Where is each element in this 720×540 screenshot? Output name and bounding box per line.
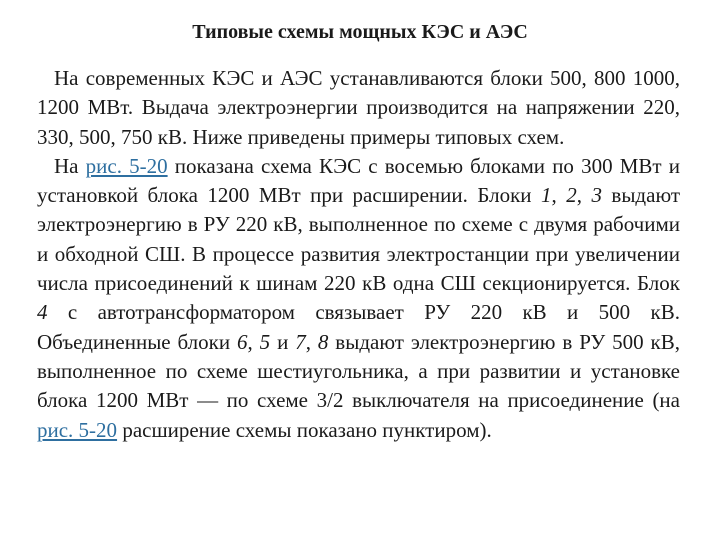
block-number-4: 4 [37, 300, 48, 325]
block-number-2: 2 [566, 183, 577, 208]
text-fragment: с автотрансформатором связывает РУ 220 кВ и 500 кВ. Объединенные блоки [37, 300, 680, 354]
page-title: Типовые схемы мощных КЭС и АЭС [192, 21, 528, 43]
text-fragment: , [305, 329, 318, 354]
text-fragment: и [270, 329, 296, 354]
figure-link-5-20[interactable]: рис. 5-20 [85, 153, 168, 178]
block-number-5: 5 [259, 329, 271, 354]
figure-link-5-20-second[interactable]: рис. 5-20 [37, 417, 118, 442]
paragraph-description [37, 152, 680, 445]
body-text [37, 64, 680, 445]
paragraph-intro: На современных КЭС и АЭС устанавливаются блоки 500, 800 1000, 1200 МВт. Выдача электроэнергии производится на напряжении 220, 330, 500, 750 кВ. Ниже приведены примеры типовых схем. [37, 66, 680, 149]
text-fragment: показана схема КЭС с восемью блоками по 300 МВт и установкой блока 1200 МВт при расширении. Блоки [37, 153, 680, 208]
text-fragment: расширение схемы показано пунктиром). [117, 417, 492, 442]
block-number-1: 1 [541, 183, 552, 208]
text-fragment: , [247, 329, 260, 354]
block-number-8: 8 [317, 329, 329, 354]
block-number-7: 7 [295, 329, 306, 354]
text-fragment: выдают электроэнергию в РУ 500 кВ, выполненное по схеме шестиугольника, а при развитии и установке блока 1200 МВт — по схеме 3/2 выключателя на присоединение (на [37, 329, 681, 413]
block-number-6: 6 [237, 329, 248, 354]
text-fragment: выдают электроэнергию в РУ 220 кВ, выполненное по схеме с двумя рабочими и обходной СШ. В процессе развития электростанции при увеличении числа присоединений к шинам 220 кВ одна СШ секционируется. Блок [37, 183, 681, 296]
text-fragment: На [54, 153, 86, 178]
text-fragment: , [576, 183, 592, 208]
text-fragment: , [551, 183, 567, 208]
block-number-3: 3 [591, 183, 602, 208]
